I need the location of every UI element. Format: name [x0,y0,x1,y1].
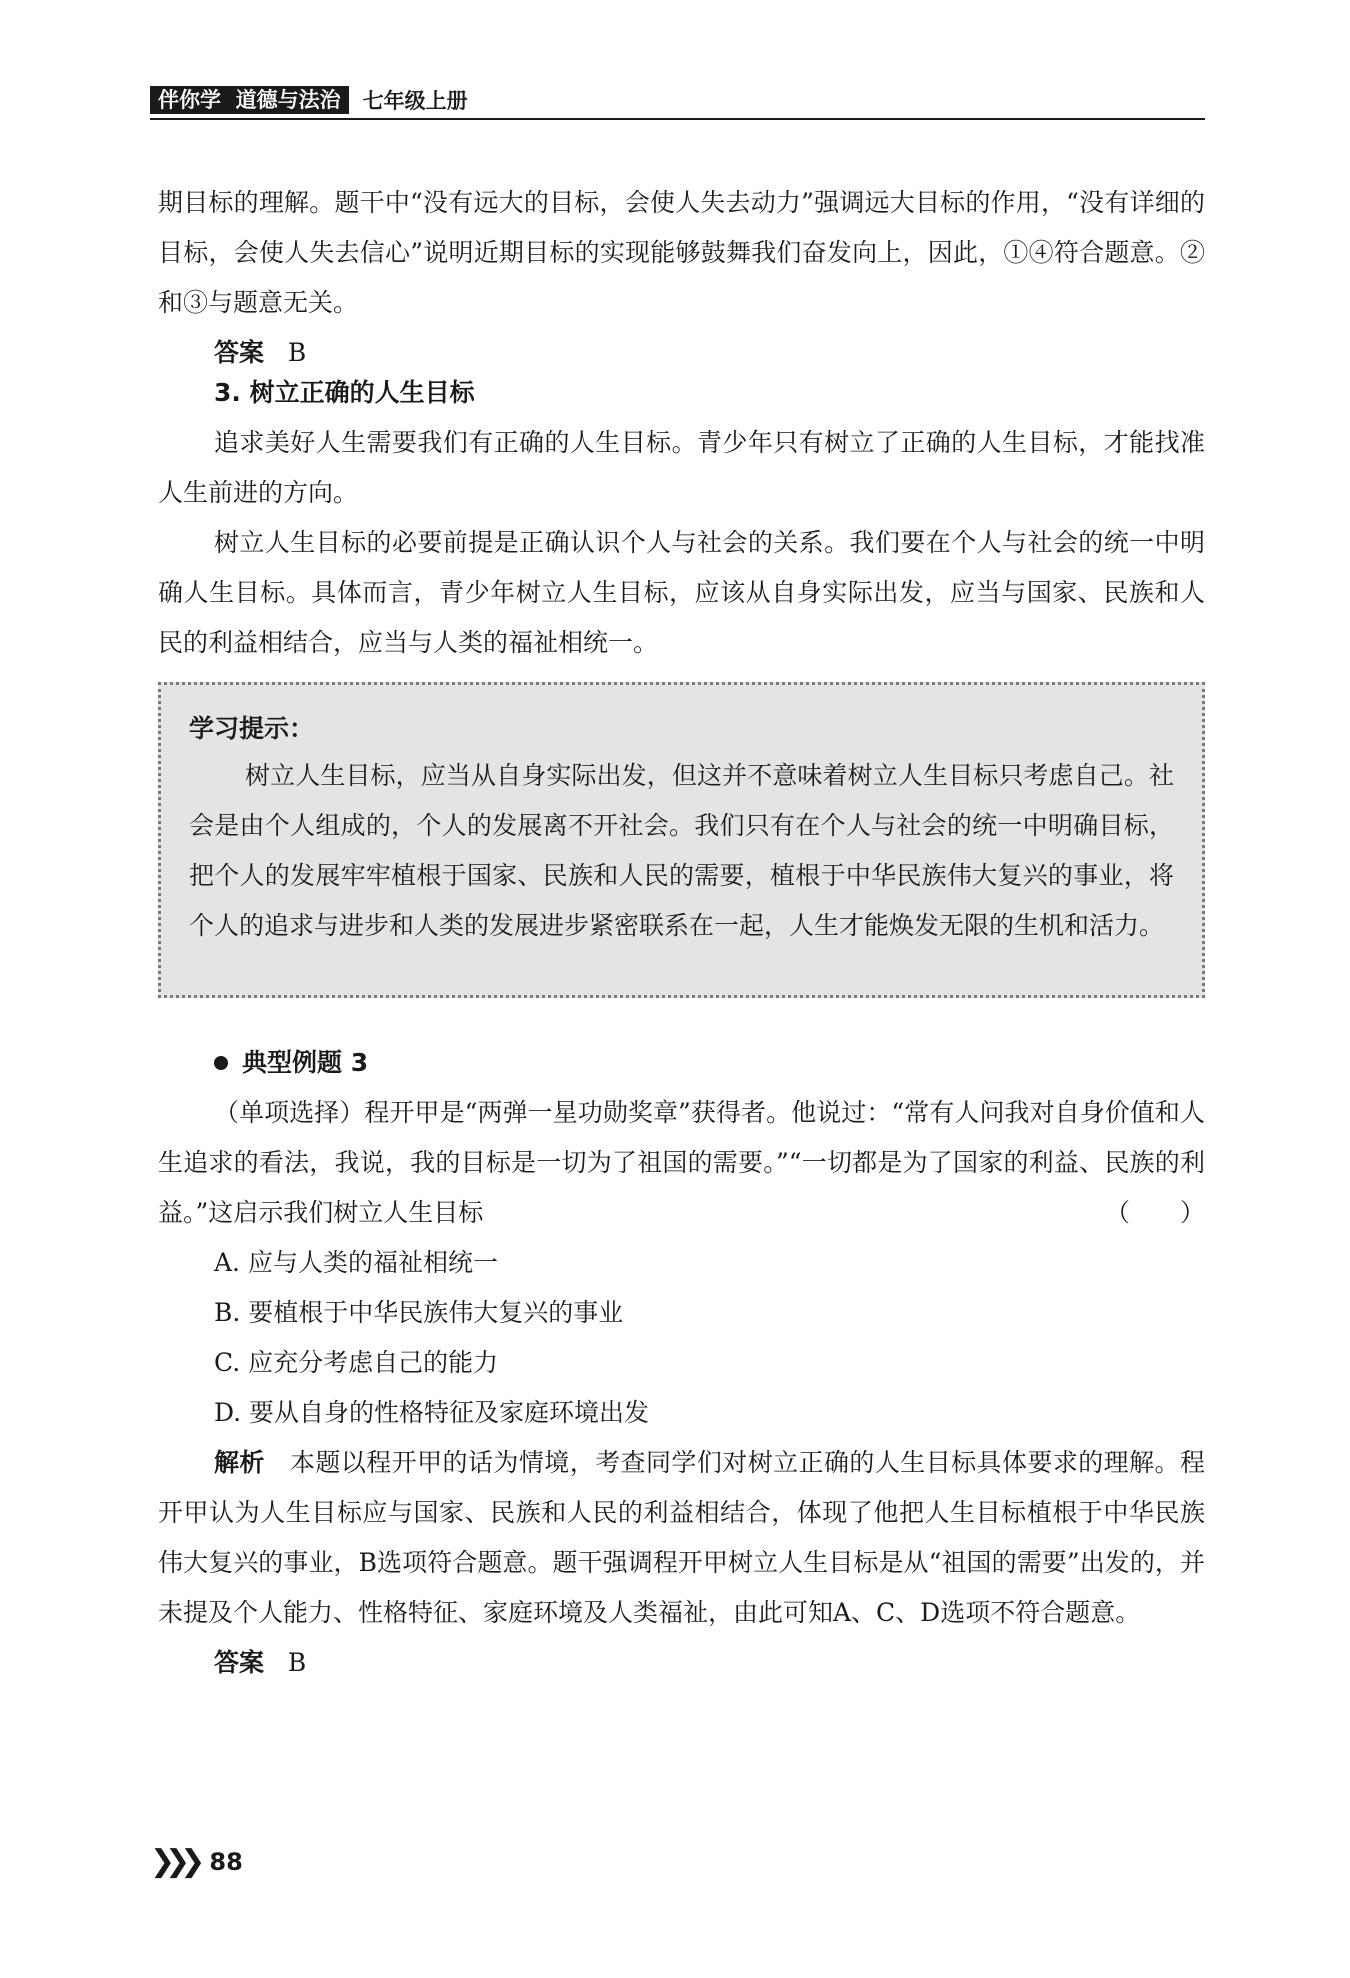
section-heading: 3. 树立正确的人生目标 [214,378,475,407]
question-stem: （单项选择）程开甲是“两弹一星功勋奖章”获得者。他说过：“常有人问我对自身价值和人生追求的看法，我说，我的目标是一切为了祖国的需要。”“一切都是为了国家的利益、民族的利益。”这启示我们树立人生目标 [158,1098,1205,1227]
option-d: D. 要从自身的性格特征及家庭环境出发 [214,1398,650,1427]
example-answer-value: B [287,1648,307,1677]
running-header [150,86,468,114]
tip-body: 树立人生目标，应当从自身实际出发，但这并不意味着树立人生目标只考虑自己。社会是由个人组成的，个人的发展离不开社会。我们只有在个人与社会的统一中明确目标，把个人的发展牢牢植根于国家、民族和人民的需要，植根于中华民族伟大复兴的事业，将个人的追求与进步和人类的发展进步紧密联系在一起，人生才能焕发无限的生机和活力。 [189,761,1174,940]
option-c: C. 应充分考虑自己的能力 [214,1348,499,1377]
top-section [158,178,1205,378]
bullet-icon [214,1056,228,1070]
answer-value: B [287,338,307,367]
example-title: 典型例题 3 [242,1048,369,1077]
tip-title: 学习提示： [189,714,315,743]
chevron-right-icon: ❯❯❯ [150,1844,196,1879]
section-paragraph-2: 树立人生目标的必要前提是正确认识个人与社会的关系。我们要在个人与社会的统一中明确人生目标。具体而言，青少年树立人生目标，应该从自身实际出发，应当与国家、民族和人民的利益相结合，应当与人类的福祉相统一。 [158,528,1205,657]
example-stem [158,1088,1205,1238]
book-series-title: 伴你学 道德与法治 [150,86,349,114]
answer-blank: （ ） [1104,1198,1205,1227]
grade-label: 七年级上册 [362,88,468,113]
example-answer-line [158,1638,1205,1688]
option-b: B. 要植根于中华民族伟大复兴的事业 [214,1298,624,1327]
learning-tip-box [158,682,1205,998]
example-section [158,1038,1205,1688]
answer-label: 答案 [214,338,265,367]
section-paragraph-1: 追求美好人生需要我们有正确的人生目标。青少年只有树立了正确的人生目标，才能找准人生前进的方向。 [158,428,1205,507]
page-footer [150,1844,243,1879]
main-section [158,368,1205,668]
header-divider [150,118,1205,120]
page-number: 88 [209,1847,243,1876]
continued-paragraph: 期目标的理解。题干中“没有远大的目标，会使人失去动力”强调远大目标的作用，“没有详细的目标，会使人失去信心”说明近期目标的实现能够鼓舞我们奋发向上，因此，①④符合题意。②和③与题意无关。 [158,188,1205,317]
option-a: A. 应与人类的福祉相统一 [214,1248,498,1277]
analysis-label: 解析 [214,1448,265,1477]
analysis-text: 本题以程开甲的话为情境，考查同学们对树立正确的人生目标具体要求的理解。程开甲认为人生目标应与国家、民族和人民的利益相结合，体现了他把人生目标植根于中华民族伟大复兴的事业，B选项符合题意。题干强调程开甲树立人生目标是从“祖国的需要”出发的，并未提及个人能力、性格特征、家庭环境及人类福祉，由此可知A、C、D选项不符合题意。 [158,1448,1205,1627]
example-heading [158,1038,1205,1088]
example-answer-label: 答案 [214,1648,265,1677]
analysis-paragraph [158,1438,1205,1638]
